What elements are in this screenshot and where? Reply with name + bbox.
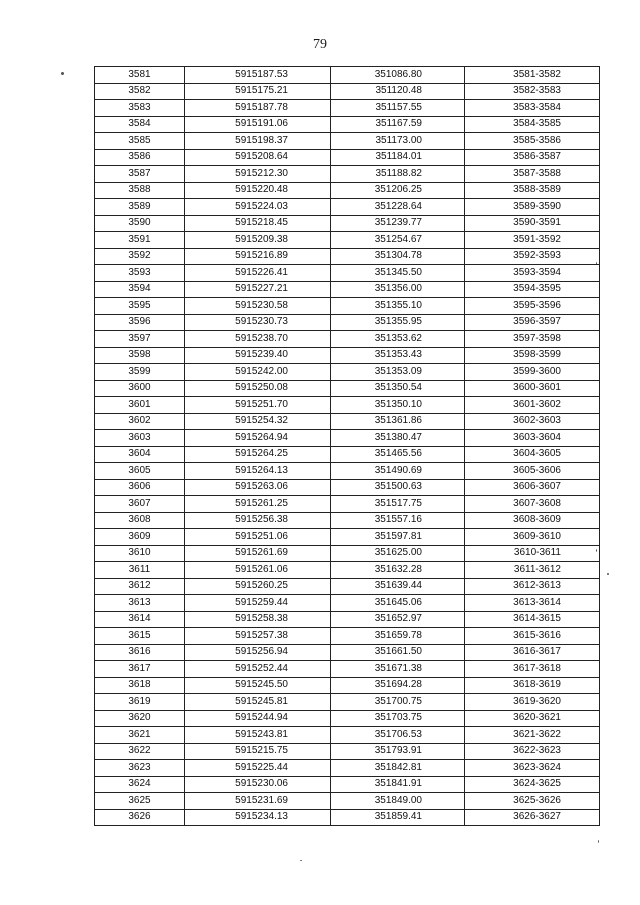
y-coordinate-cell: 351661.50 bbox=[331, 644, 465, 661]
point-number-cell: 3615 bbox=[95, 628, 185, 645]
point-number-cell: 3595 bbox=[95, 298, 185, 315]
segment-cell: 3623-3624 bbox=[465, 760, 600, 777]
table-row bbox=[95, 628, 600, 645]
y-coordinate-cell: 351353.09 bbox=[331, 364, 465, 381]
point-number-cell: 3611 bbox=[95, 562, 185, 579]
x-coordinate-cell: 5915187.78 bbox=[185, 100, 331, 117]
y-coordinate-cell: 351173.00 bbox=[331, 133, 465, 150]
segment-cell: 3602-3603 bbox=[465, 413, 600, 430]
x-coordinate-cell: 5915263.06 bbox=[185, 479, 331, 496]
segment-cell: 3585-3586 bbox=[465, 133, 600, 150]
segment-cell: 3610-3611 bbox=[465, 545, 600, 562]
table-row bbox=[95, 562, 600, 579]
x-coordinate-cell: 5915220.48 bbox=[185, 182, 331, 199]
table-row bbox=[95, 611, 600, 628]
segment-cell: 3592-3593 bbox=[465, 248, 600, 265]
x-coordinate-cell: 5915227.21 bbox=[185, 281, 331, 298]
segment-cell: 3590-3591 bbox=[465, 215, 600, 232]
y-coordinate-cell: 351239.77 bbox=[331, 215, 465, 232]
table-row bbox=[95, 479, 600, 496]
segment-cell: 3611-3612 bbox=[465, 562, 600, 579]
segment-cell: 3605-3606 bbox=[465, 463, 600, 480]
point-number-cell: 3621 bbox=[95, 727, 185, 744]
y-coordinate-cell: 351517.75 bbox=[331, 496, 465, 513]
segment-cell: 3581-3582 bbox=[465, 67, 600, 84]
table-row bbox=[95, 809, 600, 826]
table-row bbox=[95, 215, 600, 232]
point-number-cell: 3619 bbox=[95, 694, 185, 711]
scan-speck bbox=[598, 840, 599, 843]
y-coordinate-cell: 351353.43 bbox=[331, 347, 465, 364]
table-row bbox=[95, 331, 600, 348]
segment-cell: 3599-3600 bbox=[465, 364, 600, 381]
point-number-cell: 3584 bbox=[95, 116, 185, 133]
point-number-cell: 3598 bbox=[95, 347, 185, 364]
y-coordinate-cell: 351188.82 bbox=[331, 166, 465, 183]
table-row bbox=[95, 710, 600, 727]
point-number-cell: 3623 bbox=[95, 760, 185, 777]
segment-cell: 3604-3605 bbox=[465, 446, 600, 463]
segment-cell: 3584-3585 bbox=[465, 116, 600, 133]
point-number-cell: 3596 bbox=[95, 314, 185, 331]
x-coordinate-cell: 5915257.38 bbox=[185, 628, 331, 645]
x-coordinate-cell: 5915215.75 bbox=[185, 743, 331, 760]
table-row bbox=[95, 265, 600, 282]
y-coordinate-cell: 351700.75 bbox=[331, 694, 465, 711]
y-coordinate-cell: 351645.06 bbox=[331, 595, 465, 612]
x-coordinate-cell: 5915245.81 bbox=[185, 694, 331, 711]
x-coordinate-cell: 5915256.38 bbox=[185, 512, 331, 529]
point-number-cell: 3597 bbox=[95, 331, 185, 348]
table-row bbox=[95, 661, 600, 678]
table-row bbox=[95, 347, 600, 364]
point-number-cell: 3609 bbox=[95, 529, 185, 546]
x-coordinate-cell: 5915264.13 bbox=[185, 463, 331, 480]
x-coordinate-cell: 5915251.70 bbox=[185, 397, 331, 414]
x-coordinate-cell: 5915208.64 bbox=[185, 149, 331, 166]
x-coordinate-cell: 5915225.44 bbox=[185, 760, 331, 777]
segment-cell: 3589-3590 bbox=[465, 199, 600, 216]
y-coordinate-cell: 351380.47 bbox=[331, 430, 465, 447]
point-number-cell: 3592 bbox=[95, 248, 185, 265]
y-coordinate-cell: 351841.91 bbox=[331, 776, 465, 793]
x-coordinate-cell: 5915264.25 bbox=[185, 446, 331, 463]
segment-cell: 3603-3604 bbox=[465, 430, 600, 447]
table-row bbox=[95, 364, 600, 381]
y-coordinate-cell: 351671.38 bbox=[331, 661, 465, 678]
y-coordinate-cell: 351304.78 bbox=[331, 248, 465, 265]
table-row bbox=[95, 166, 600, 183]
segment-cell: 3582-3583 bbox=[465, 83, 600, 100]
point-number-cell: 3606 bbox=[95, 479, 185, 496]
point-number-cell: 3622 bbox=[95, 743, 185, 760]
x-coordinate-cell: 5915191.06 bbox=[185, 116, 331, 133]
point-number-cell: 3607 bbox=[95, 496, 185, 513]
page-number: 79 bbox=[313, 37, 327, 52]
x-coordinate-cell: 5915239.40 bbox=[185, 347, 331, 364]
table-row bbox=[95, 298, 600, 315]
y-coordinate-cell: 351500.63 bbox=[331, 479, 465, 496]
segment-cell: 3609-3610 bbox=[465, 529, 600, 546]
y-coordinate-cell: 351597.81 bbox=[331, 529, 465, 546]
point-number-cell: 3581 bbox=[95, 67, 185, 84]
y-coordinate-cell: 351859.41 bbox=[331, 809, 465, 826]
x-coordinate-cell: 5915209.38 bbox=[185, 232, 331, 249]
segment-cell: 3619-3620 bbox=[465, 694, 600, 711]
point-number-cell: 3601 bbox=[95, 397, 185, 414]
y-coordinate-cell: 351184.01 bbox=[331, 149, 465, 166]
segment-cell: 3600-3601 bbox=[465, 380, 600, 397]
segment-cell: 3624-3625 bbox=[465, 776, 600, 793]
table-row bbox=[95, 430, 600, 447]
point-number-cell: 3620 bbox=[95, 710, 185, 727]
x-coordinate-cell: 5915175.21 bbox=[185, 83, 331, 100]
table-row bbox=[95, 133, 600, 150]
segment-cell: 3598-3599 bbox=[465, 347, 600, 364]
point-number-cell: 3585 bbox=[95, 133, 185, 150]
x-coordinate-cell: 5915251.06 bbox=[185, 529, 331, 546]
point-number-cell: 3591 bbox=[95, 232, 185, 249]
table-row bbox=[95, 793, 600, 810]
y-coordinate-cell: 351557.16 bbox=[331, 512, 465, 529]
y-coordinate-cell: 351345.50 bbox=[331, 265, 465, 282]
segment-cell: 3595-3596 bbox=[465, 298, 600, 315]
point-number-cell: 3593 bbox=[95, 265, 185, 282]
table-row bbox=[95, 83, 600, 100]
y-coordinate-cell: 351355.95 bbox=[331, 314, 465, 331]
y-coordinate-cell: 351350.54 bbox=[331, 380, 465, 397]
table-row bbox=[95, 100, 600, 117]
segment-cell: 3621-3622 bbox=[465, 727, 600, 744]
y-coordinate-cell: 351659.78 bbox=[331, 628, 465, 645]
x-coordinate-cell: 5915187.53 bbox=[185, 67, 331, 84]
table-row bbox=[95, 380, 600, 397]
table-row bbox=[95, 182, 600, 199]
x-coordinate-cell: 5915258.38 bbox=[185, 611, 331, 628]
table-row bbox=[95, 578, 600, 595]
table-row bbox=[95, 743, 600, 760]
segment-cell: 3616-3617 bbox=[465, 644, 600, 661]
segment-cell: 3626-3627 bbox=[465, 809, 600, 826]
y-coordinate-cell: 351361.86 bbox=[331, 413, 465, 430]
table-row bbox=[95, 644, 600, 661]
point-number-cell: 3590 bbox=[95, 215, 185, 232]
table-row bbox=[95, 248, 600, 265]
coordinates-table bbox=[94, 66, 600, 826]
segment-cell: 3588-3589 bbox=[465, 182, 600, 199]
point-number-cell: 3605 bbox=[95, 463, 185, 480]
x-coordinate-cell: 5915261.69 bbox=[185, 545, 331, 562]
table-row bbox=[95, 116, 600, 133]
x-coordinate-cell: 5915259.44 bbox=[185, 595, 331, 612]
x-coordinate-cell: 5915198.37 bbox=[185, 133, 331, 150]
point-number-cell: 3614 bbox=[95, 611, 185, 628]
x-coordinate-cell: 5915216.89 bbox=[185, 248, 331, 265]
point-number-cell: 3612 bbox=[95, 578, 185, 595]
table-row bbox=[95, 677, 600, 694]
y-coordinate-cell: 351652.97 bbox=[331, 611, 465, 628]
table-row bbox=[95, 463, 600, 480]
y-coordinate-cell: 351842.81 bbox=[331, 760, 465, 777]
y-coordinate-cell: 351086.80 bbox=[331, 67, 465, 84]
point-number-cell: 3624 bbox=[95, 776, 185, 793]
table-row bbox=[95, 496, 600, 513]
point-number-cell: 3594 bbox=[95, 281, 185, 298]
point-number-cell: 3588 bbox=[95, 182, 185, 199]
table-row bbox=[95, 397, 600, 414]
table-row bbox=[95, 694, 600, 711]
segment-cell: 3587-3588 bbox=[465, 166, 600, 183]
point-number-cell: 3602 bbox=[95, 413, 185, 430]
segment-cell: 3606-3607 bbox=[465, 479, 600, 496]
table-row bbox=[95, 149, 600, 166]
segment-cell: 3593-3594 bbox=[465, 265, 600, 282]
x-coordinate-cell: 5915250.08 bbox=[185, 380, 331, 397]
segment-cell: 3583-3584 bbox=[465, 100, 600, 117]
x-coordinate-cell: 5915238.70 bbox=[185, 331, 331, 348]
segment-cell: 3591-3592 bbox=[465, 232, 600, 249]
table-row bbox=[95, 545, 600, 562]
segment-cell: 3607-3608 bbox=[465, 496, 600, 513]
y-coordinate-cell: 351706.53 bbox=[331, 727, 465, 744]
table-row bbox=[95, 776, 600, 793]
table-row bbox=[95, 512, 600, 529]
y-coordinate-cell: 351694.28 bbox=[331, 677, 465, 694]
point-number-cell: 3608 bbox=[95, 512, 185, 529]
table-row bbox=[95, 232, 600, 249]
point-number-cell: 3625 bbox=[95, 793, 185, 810]
y-coordinate-cell: 351632.28 bbox=[331, 562, 465, 579]
point-number-cell: 3616 bbox=[95, 644, 185, 661]
x-coordinate-cell: 5915230.58 bbox=[185, 298, 331, 315]
point-number-cell: 3617 bbox=[95, 661, 185, 678]
x-coordinate-cell: 5915256.94 bbox=[185, 644, 331, 661]
point-number-cell: 3613 bbox=[95, 595, 185, 612]
y-coordinate-cell: 351490.69 bbox=[331, 463, 465, 480]
segment-cell: 3618-3619 bbox=[465, 677, 600, 694]
point-number-cell: 3589 bbox=[95, 199, 185, 216]
segment-cell: 3597-3598 bbox=[465, 331, 600, 348]
segment-cell: 3614-3615 bbox=[465, 611, 600, 628]
table-row bbox=[95, 529, 600, 546]
table-row bbox=[95, 446, 600, 463]
x-coordinate-cell: 5915254.32 bbox=[185, 413, 331, 430]
point-number-cell: 3618 bbox=[95, 677, 185, 694]
segment-cell: 3622-3623 bbox=[465, 743, 600, 760]
scan-speck bbox=[607, 573, 609, 575]
table-row bbox=[95, 281, 600, 298]
point-number-cell: 3582 bbox=[95, 83, 185, 100]
x-coordinate-cell: 5915261.25 bbox=[185, 496, 331, 513]
point-number-cell: 3599 bbox=[95, 364, 185, 381]
x-coordinate-cell: 5915230.06 bbox=[185, 776, 331, 793]
segment-cell: 3612-3613 bbox=[465, 578, 600, 595]
segment-cell: 3601-3602 bbox=[465, 397, 600, 414]
x-coordinate-cell: 5915212.30 bbox=[185, 166, 331, 183]
segment-cell: 3615-3616 bbox=[465, 628, 600, 645]
point-number-cell: 3626 bbox=[95, 809, 185, 826]
y-coordinate-cell: 351157.55 bbox=[331, 100, 465, 117]
segment-cell: 3620-3621 bbox=[465, 710, 600, 727]
x-coordinate-cell: 5915243.81 bbox=[185, 727, 331, 744]
point-number-cell: 3587 bbox=[95, 166, 185, 183]
y-coordinate-cell: 351120.48 bbox=[331, 83, 465, 100]
table-row bbox=[95, 199, 600, 216]
x-coordinate-cell: 5915231.69 bbox=[185, 793, 331, 810]
x-coordinate-cell: 5915261.06 bbox=[185, 562, 331, 579]
scan-speck bbox=[61, 72, 64, 75]
y-coordinate-cell: 351167.59 bbox=[331, 116, 465, 133]
x-coordinate-cell: 5915226.41 bbox=[185, 265, 331, 282]
point-number-cell: 3610 bbox=[95, 545, 185, 562]
x-coordinate-cell: 5915234.13 bbox=[185, 809, 331, 826]
table-row bbox=[95, 314, 600, 331]
segment-cell: 3586-3587 bbox=[465, 149, 600, 166]
table-row bbox=[95, 413, 600, 430]
scan-speck bbox=[300, 860, 302, 861]
y-coordinate-cell: 351206.25 bbox=[331, 182, 465, 199]
point-number-cell: 3583 bbox=[95, 100, 185, 117]
table-row bbox=[95, 67, 600, 84]
segment-cell: 3613-3614 bbox=[465, 595, 600, 612]
x-coordinate-cell: 5915244.94 bbox=[185, 710, 331, 727]
segment-cell: 3625-3626 bbox=[465, 793, 600, 810]
y-coordinate-cell: 351849.00 bbox=[331, 793, 465, 810]
segment-cell: 3608-3609 bbox=[465, 512, 600, 529]
x-coordinate-cell: 5915242.00 bbox=[185, 364, 331, 381]
x-coordinate-cell: 5915218.45 bbox=[185, 215, 331, 232]
y-coordinate-cell: 351465.56 bbox=[331, 446, 465, 463]
y-coordinate-cell: 351639.44 bbox=[331, 578, 465, 595]
point-number-cell: 3604 bbox=[95, 446, 185, 463]
x-coordinate-cell: 5915252.44 bbox=[185, 661, 331, 678]
table-row bbox=[95, 727, 600, 744]
y-coordinate-cell: 351356.00 bbox=[331, 281, 465, 298]
y-coordinate-cell: 351353.62 bbox=[331, 331, 465, 348]
segment-cell: 3596-3597 bbox=[465, 314, 600, 331]
segment-cell: 3617-3618 bbox=[465, 661, 600, 678]
point-number-cell: 3603 bbox=[95, 430, 185, 447]
table-row bbox=[95, 595, 600, 612]
y-coordinate-cell: 351625.00 bbox=[331, 545, 465, 562]
x-coordinate-cell: 5915230.73 bbox=[185, 314, 331, 331]
y-coordinate-cell: 351793.91 bbox=[331, 743, 465, 760]
table-row bbox=[95, 760, 600, 777]
y-coordinate-cell: 351228.64 bbox=[331, 199, 465, 216]
y-coordinate-cell: 351350.10 bbox=[331, 397, 465, 414]
point-number-cell: 3586 bbox=[95, 149, 185, 166]
x-coordinate-cell: 5915224.03 bbox=[185, 199, 331, 216]
x-coordinate-cell: 5915260.25 bbox=[185, 578, 331, 595]
point-number-cell: 3600 bbox=[95, 380, 185, 397]
x-coordinate-cell: 5915264.94 bbox=[185, 430, 331, 447]
y-coordinate-cell: 351254.67 bbox=[331, 232, 465, 249]
y-coordinate-cell: 351355.10 bbox=[331, 298, 465, 315]
coordinates-table-body bbox=[95, 67, 600, 826]
y-coordinate-cell: 351703.75 bbox=[331, 710, 465, 727]
segment-cell: 3594-3595 bbox=[465, 281, 600, 298]
x-coordinate-cell: 5915245.50 bbox=[185, 677, 331, 694]
